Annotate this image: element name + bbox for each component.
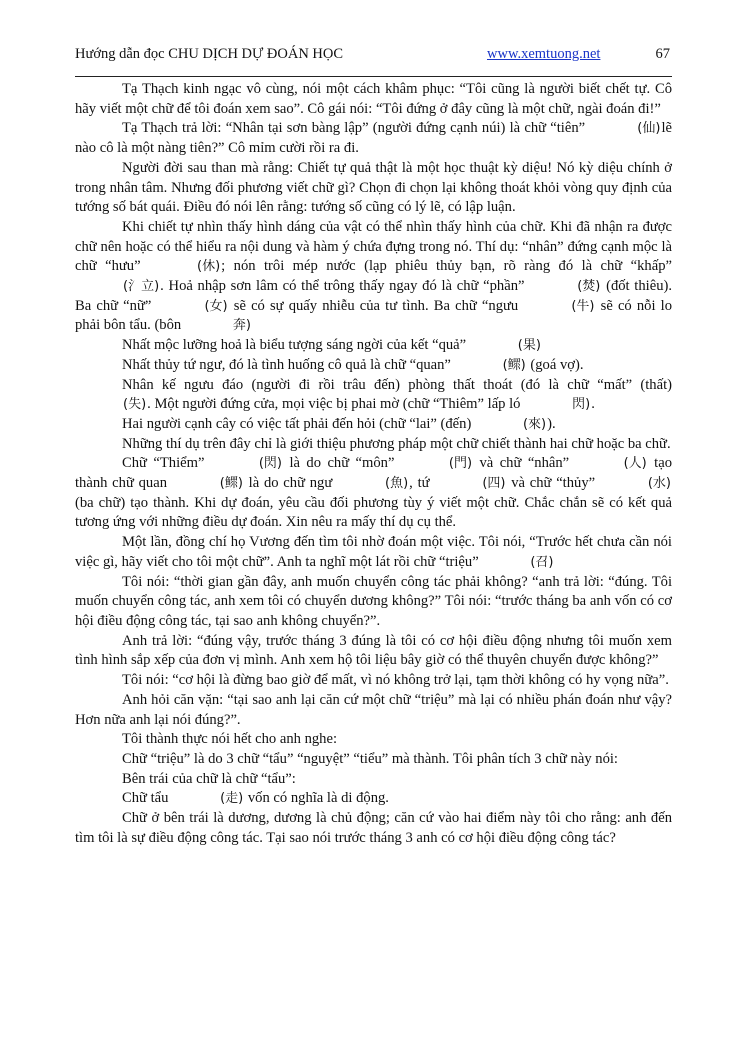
chinese-character: (女) [204, 298, 228, 314]
text-run: là do chữ ngư [243, 475, 338, 492]
text-run: Khi chiết tự nhìn thấy hình dáng của vật có thể nhìn thấy hình của chữ. Khi đã nhận ra được chữ nên hoặc có thể hiểu ra nội dung và hàm ý chứa đựng trong nó. Thí dụ: “nhân” đứng cạnh mộc là chữ “hưu” [75, 218, 672, 275]
paragraph [75, 789, 672, 809]
chinese-character: (果) [517, 338, 541, 354]
paragraph [75, 159, 672, 218]
paragraph [75, 119, 672, 158]
chinese-character: (門) [448, 456, 473, 472]
book-title: Hướng dẫn đọc CHU DỊCH DỰ ĐOÁN HỌC [75, 46, 344, 62]
text-run: Những thí dụ trên đây chỉ là giới thiệu phương pháp một chữ chiết thành hai chữ hoặc ba chữ. [122, 435, 671, 452]
text-run: tạo thành chữ quan [75, 455, 672, 492]
text-run: và chữ “nhân” [473, 455, 576, 472]
text-run: sẽ có nỗi lo phải bôn tẩu. (bôn [75, 297, 672, 334]
text-run: Chữ ở bên trái là dương, dương là chủ động; căn cứ vào hai điểm này tôi cho rằng: anh đến tìm tôi là sự điều động công tác. Tại sao nói trước tháng 3 anh có cơ hội điều động công tác? [75, 810, 672, 846]
text-run: Một lần, đồng chí họ Vương đến tìm tôi nhờ đoán một việc. Tôi nói, “Trước hết chưa cần nói việc gì, hãy viết cho tôi một chữ”. Anh ta nghĩ một lát rồi chữ “triệu” [75, 534, 672, 570]
text-run: vốn có nghĩa là di động. [244, 790, 389, 807]
chinese-character: (仙) [637, 121, 661, 137]
paragraph [75, 809, 672, 848]
text-run: sẽ có sự quấy nhiễu của tư tình. Ba chữ “ngưu [228, 297, 524, 314]
paragraph [75, 218, 672, 336]
text-run: Anh trả lời: “đúng vậy, trước tháng 3 đúng là tôi có cơ hội điều động nhưng tôi muốn xem tình hình sắp xếp của đơn vị mình. Anh xem hộ tôi liệu bây giờ có thể thuyên chuyển được không?” [75, 632, 672, 669]
paragraph [75, 376, 672, 415]
chinese-character: (牛) [571, 298, 595, 314]
text-run: , tứ [409, 475, 435, 492]
paragraph [75, 415, 672, 435]
paragraph [75, 336, 672, 356]
text-run: Nhất mộc lưỡng hoả là biểu tượng sáng ngời của kết “quả” [122, 337, 470, 354]
chinese-character: (來) [522, 416, 547, 432]
text-run: Người đời sau than mà rằng: Chiết tự quả thật là một học thuật kỳ diệu! Nó kỳ diệu chính ở trong nhân tâm. Nhưng đối phương viết chữ gì? Chọn đi chọn lại không thoát khỏi vòng quy định của tướng số bát quái. Điều đó nói lên rằng: tướng số cũng có lý lẽ, có lập luận. [75, 159, 672, 216]
chinese-character: (魚) [385, 476, 409, 492]
text-run: Nhân kế ngưu đáo (người đi rồi trâu đến) phòng thất thoát (đó là chữ “mất” (thất) [122, 376, 672, 393]
text-run: Tôi nói: “thời gian gần đây, anh muốn chuyển công tác phải không? “anh trả lời: “đúng. Tôi muốn chuyển công tác, anh xem tôi có chuyển dương không?” Tôi nói: “trước tháng ba anh vốn có cơ hội điều động công tác, tại sao anh không chuyển?”. [75, 573, 672, 629]
page-number: 67 [655, 46, 670, 62]
text-run: Chữ tẩu [122, 790, 173, 807]
paragraph [75, 533, 672, 572]
text-run: Chữ “triệu” là do 3 chữ “tẩu” “nguyệt” “tiểu” mà thành. Tôi phân tích 3 chữ này nói: [122, 750, 618, 767]
text-run: là do chữ “môn” [283, 455, 401, 472]
chinese-character: (失) [123, 397, 147, 413]
chinese-character: (休) [197, 259, 221, 275]
text-run: và chữ “thủy” [506, 475, 600, 492]
text-run: Bên trái của chữ là chữ “tẩu”: [122, 770, 296, 787]
paragraph [75, 454, 672, 533]
chinese-character: (鳏) [502, 357, 526, 373]
text-run: Tôi thành thực nói hết cho anh nghe: [122, 731, 338, 748]
text-run: Hai người cạnh cây có việc tất phải đến hỏi (chữ “lai” (đến) [122, 415, 475, 432]
chinese-character: (人) [623, 456, 647, 472]
text-run: lẽ nào cô là một nàng tiên?” Cô mỉm cười rồi ra đi. [75, 120, 672, 157]
chinese-character: 閃) [572, 397, 591, 413]
text-run: Tạ Thạch kinh ngạc vô cùng, nói một cách khâm phục: “Tôi cũng là người biết chết tự. Cô hãy viết một chữ để tôi đoán xem sao”. Cô gái nói: “Tôi đứng ở đây cũng là một chữ, ngài đoán đi!” [75, 81, 672, 117]
paragraph [75, 632, 672, 671]
text-run: Tôi nói: “cơ hội là đừng bao giờ để mất, vì nó không trở lại, tạm thời không có hy vọng nữa”. [122, 672, 669, 689]
header-rule [75, 76, 672, 77]
text-run: . Hoả nhập sơn lâm có thể trông thấy ngay đó là chữ “phần” [160, 278, 530, 295]
text-run: Chữ “Thiểm” [122, 455, 211, 472]
chinese-character: (氵立) [123, 279, 160, 295]
chinese-character: (走) [220, 791, 244, 807]
paragraph [75, 691, 672, 730]
text-run: ; nón trôi mép nước (lạp phiêu thủy bạn, rõ ràng đó là chữ “khấp” [221, 258, 672, 275]
text-run: Anh hỏi căn vặn: “tại sao anh lại căn cứ một chữ “triệu” mà lại có nhiều phán đoán như vậy? Hơn nữa anh lại nói đúng?”. [75, 691, 672, 728]
chinese-character: (鳏) [219, 476, 243, 492]
text-run: . Một người đứng cửa, mọi việc bị phai mờ (chữ “Thiêm” lấp ló [147, 396, 525, 413]
paragraph [75, 730, 672, 750]
paragraph [75, 435, 672, 455]
chinese-character: (召) [530, 554, 554, 570]
page-header [75, 46, 672, 66]
paragraph [75, 356, 672, 376]
website-link[interactable]: www.xemtuong.net [487, 46, 601, 62]
text-run: ). [547, 415, 556, 432]
chinese-character: (焚) [577, 279, 601, 295]
text-run: Nhất thủy tứ ngư, đó là tình huống cô quả là chữ “quan” [122, 356, 455, 373]
text-run: . [591, 396, 595, 413]
paragraph [75, 80, 672, 119]
chinese-character: 奔) [232, 318, 251, 334]
text-run: Tạ Thạch trả lời: “Nhân tại sơn bàng lập” (người đứng cạnh núi) là chữ “tiên” [122, 120, 590, 137]
paragraph [75, 770, 672, 790]
chinese-character: (閃) [258, 456, 283, 472]
paragraph [75, 671, 672, 691]
text-run: (goá vợ). [526, 356, 584, 373]
paragraph [75, 750, 672, 770]
body-text [75, 80, 672, 848]
text-run: (ba chữ) tạo thành. Khi dự đoán, yêu cầu đối phương tùy ý viết một chữ. Chắc chắn sẽ có kết quả tương ứng với những điều dự đoán. Xin nêu ra mấy thí dụ cụ thể. [75, 494, 672, 531]
paragraph [75, 573, 672, 632]
text-run: (đốt thiêu). Ba chữ “nữ” [75, 278, 672, 314]
chinese-character: (四) [482, 476, 506, 492]
chinese-character: (水) [647, 476, 672, 492]
